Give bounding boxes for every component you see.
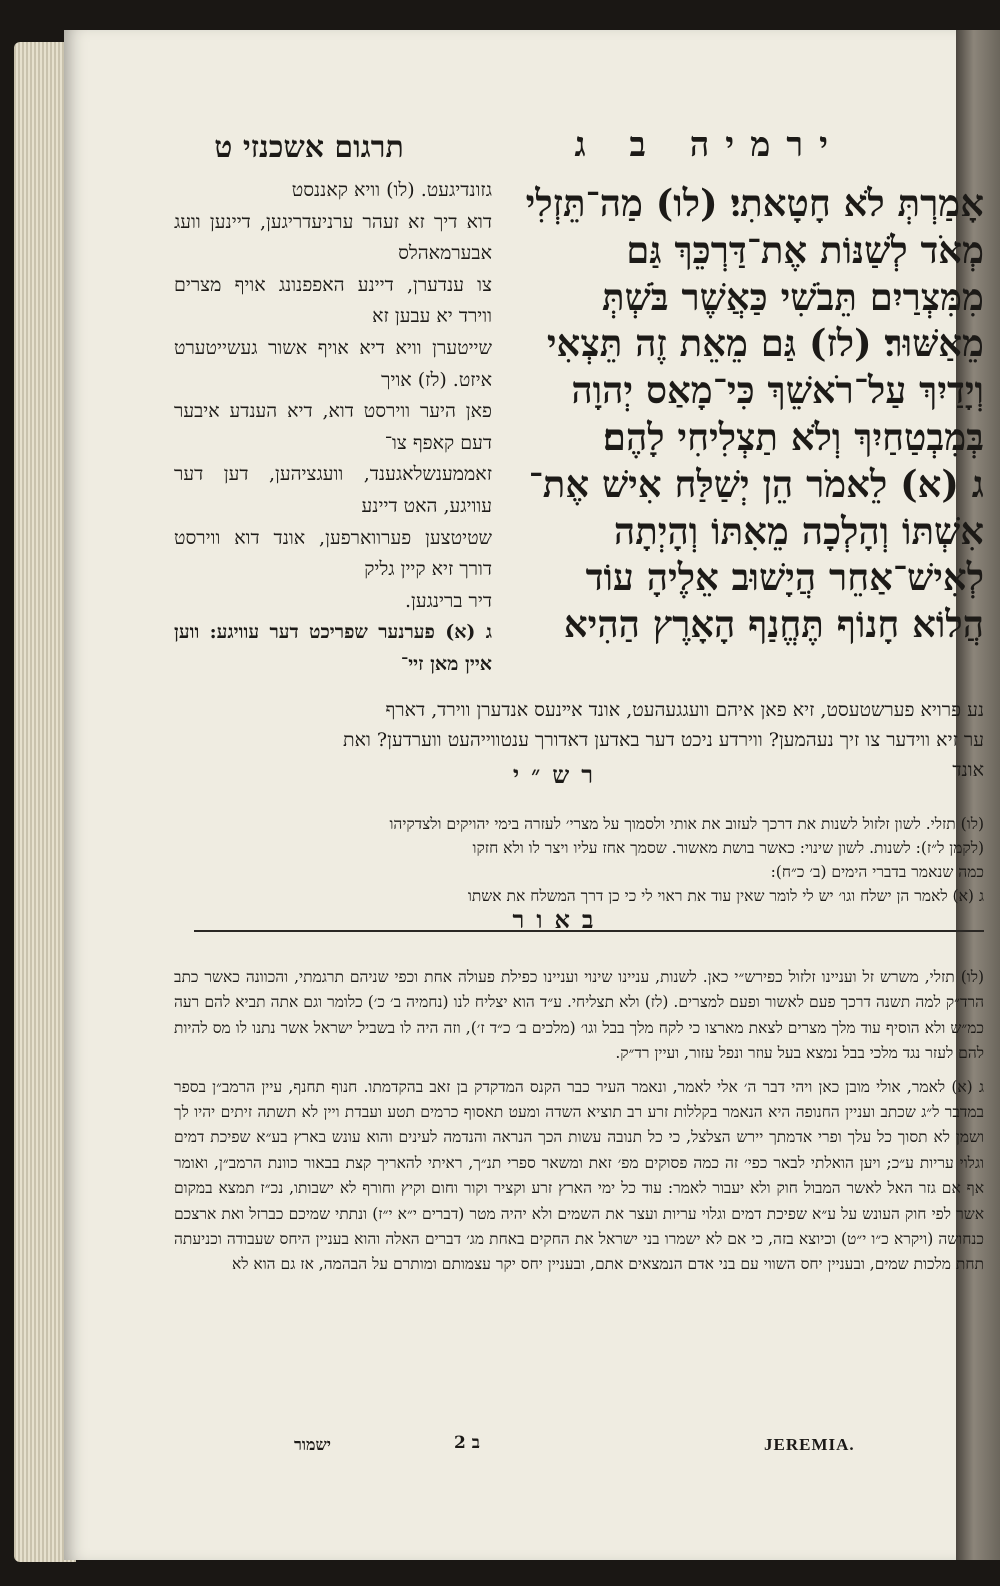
targum-line: זאממענשלאגענד, וועגציהען, דען דער עוויגע, האט דיינע (174, 463, 492, 517)
hebrew-line: ג (א) לֵאמֹר הֵן יְשַׁלַּח אִישׁ אֶת־ (528, 461, 984, 506)
targum-line: צו ענדערן, דיינע האפפנונג אויף מצרים ווירד יא עבען זא (174, 273, 492, 328)
biur-heading: באור (512, 905, 606, 934)
rashi-line: (לקמן ל״ז): לשנות. לשון שינוי: כאשר בושת מאשור. שסמך אחז עליו ויצר לו ולא חזקו (472, 839, 984, 857)
targum-line: שטיטצען פערווארפען, אונד דוא ווירסט דורך זיא קיין גליק (174, 526, 492, 581)
hebrew-line: מִמִּצְרַיִם תֵּבֹשִׁי כַּאֲשֶׁר בֹּשְׁתְּ (602, 274, 984, 319)
catchword: ישמור (294, 1435, 331, 1454)
hebrew-line: הֲלוֹא חָנוֹף תֶּחֱנַף הָאָרֶץ הַהִיא (563, 602, 984, 647)
rashi-line: כמה שנאמר בדברי הימים (ב׳ כ״ח): (770, 863, 984, 881)
biur-paragraph: ג (א) לאמר, אולי מובן כאן ויהי דבר ה׳ אלי לאמר, ונאמר העיר כבר הקנס המדקדק בן זאב בהקדמתו. חנוף תחנף, עיין הרמב״ן בספר במדבר ל״ג שכתב ועניין החנופה היא הנאמר בקללות זרע רב תוציא השדה ומעט תאסוף כרמים תטע ועבדת ויין לא תשתה זיתים יהיו לך ושמן לא תסוך כל עלך ופרי אדמתך יירש הצלצל, כי כל תנובה עשות הכך הנראה והנדמה לעינים והוא עונש בארץ בע״א שפיכת דמים וגלוי עריות ע״כ; ויען הואלתי לבאר כפי׳ זה כמה פסוקים מפ׳ זאת ומשאר ספרי תנ״ך, ראיתי להאריך קצת בבאור כוונת הרמב״ן, ואומר אף אם גזר האל לאשר המבול חוק ולא יעבור לאמר: עוד כל ימי הארץ זרע וקציר וקור וחום וקיץ וחורף לא ישבותו, נכ״ז תמצא במקום אשר לפי חוק העונש על ע״א שפיכת דמים וגלוי עריות ועצר את השמים ולא יהיה מטר (דברים י״א י״ז) ונתתי שמיכם כברזל ואת ארצכם כנחושה (ויקרא כ״ו י״ט) וכיוצא בזה, כי אם לא ישמרו בני ישראל את החקים באחת מג׳ דברים האלה והוא בעניין היחס שעבודה וכניעתה תחת מלכות שמים, ובעניין יחס השווי עם בני אדם הנמצאים אתם, ובעניין יחס יקר עצמותם ומותרם על הבהמה, אז גם הוא לא (174, 1077, 984, 1274)
rashi-heading: רש״י (512, 760, 606, 789)
rashi-line: ג (א) לאמר הן ישלח וגו׳ יש לי לומר שאין עוד את ראוי לי כי כן דרך המשלח את אשתו (467, 887, 984, 905)
hebrew-line: בְּמִבְטַחַיִךְ וְלֹא תַצְלִיחִי לָהֶם׃ (602, 414, 984, 459)
targum-line: פאן היער ווירסט דוא, דיא הענדע איבער דעם קאפף צו־ (174, 400, 492, 454)
page-title-hebrew: ירמיה ב ג (574, 125, 844, 165)
targum-line: גזונדיגעט. (לו) וויא קאננסט (291, 179, 492, 201)
biur-paragraph: (לו) תזלי, משרש זל ועניינו זלזול כפירש״י כאן. לשנות, עניינו שינוי ועניינו כפילת פעולה אחת וכפי שניהם תרגמתי, והכוונה כאשר כתב הרד״ק למה תשנה דרכך פעם לאשור ופעם למצרים. (לז) ולא תצליחי. ע״ד הוא יצליח לנו (נחמיה ב׳ כ׳) כלומר וגם אתה תביא להם רעה כמ״ש ולא הוסיף עוד מלך מצרים לצאת מארצו כי לקח מלך בבל וגו׳ (מלכים ב׳ כ״ד ז׳), וזה היה לו בשביל ישראל אשר נתנו לו מס להיות להם לעזר נגד מלכי בבל נמצא בעל עוזר ונפל עזור, ועיין רד״ק. (174, 968, 984, 1063)
targum-line: שייטערן וויא דיא אויף אשור געשייטערט איזט. (לז) אויך (174, 336, 492, 391)
signature-mark: ב 2 (454, 1433, 480, 1453)
hebrew-line: מֵאַשּׁוּר׃ (לז) גַּם מֵאֵת זֶה תֵּצְאִי (546, 321, 984, 366)
hebrew-text-column (504, 180, 984, 648)
biur-commentary (174, 965, 984, 1286)
hebrew-line: אָמַרְתְּ לֹא חָטָאתִי׃ (לו) מַה־תֵּזְלִי (525, 181, 984, 225)
hebrew-line: מְאֹד לְשַׁנּוֹת אֶת־דַּרְכֵּךְ גַּם (626, 227, 984, 272)
hebrew-line: אִשְׁתּוֹ וְהָלְכָה מֵאִתּוֹ וְהָיְתָה (613, 508, 984, 553)
running-footer-title: JEREMIA. (764, 1435, 855, 1454)
page-title-targum: תרגום אשכנזי ט (214, 130, 404, 165)
targum-line: דוא דיך זא זעהר ערניעדריגען, דיינען וועג אבערמאהלס (174, 210, 492, 265)
continuation-line: נע פרויא פערשטעסט, זיא פאן איהם וועגגעהעט, אונד אײנעס אנדערן ווירד, דארף (385, 699, 984, 721)
continuation-line: ער זיא ווידער צו זיך נעהמען? ווירדע ניכט דער באדען דאדורך ענטווייהעט ווערדען? ואת (343, 729, 984, 751)
targum-line: דיר ברינגען. (404, 589, 492, 612)
rashi-commentary (174, 812, 984, 908)
hebrew-line: וְיָדַיִךְ עַל־רֹאשֵׁךְ כִּי־מָאַס יְהוָה (571, 368, 984, 413)
hebrew-line: לְאִישׁ־אַחֵר הֲיָשׁוּב אֵלֶיהָ עוֹד (585, 555, 984, 600)
book-page (64, 30, 984, 1560)
rashi-line: (לו) תזלי. לשון זלזול לשנות את דרכך לעזוב את אותי ולסמוך על מצרי׳ לעזרה בימי יהויקים ולצדקיהו (389, 815, 984, 833)
targum-verse-start: ג (א) פערנער שפריכט דער עוויגע: ווען איין מאן זיי־ (174, 621, 492, 675)
targum-text-column (174, 175, 492, 681)
continuation-line: אונד (952, 759, 984, 781)
